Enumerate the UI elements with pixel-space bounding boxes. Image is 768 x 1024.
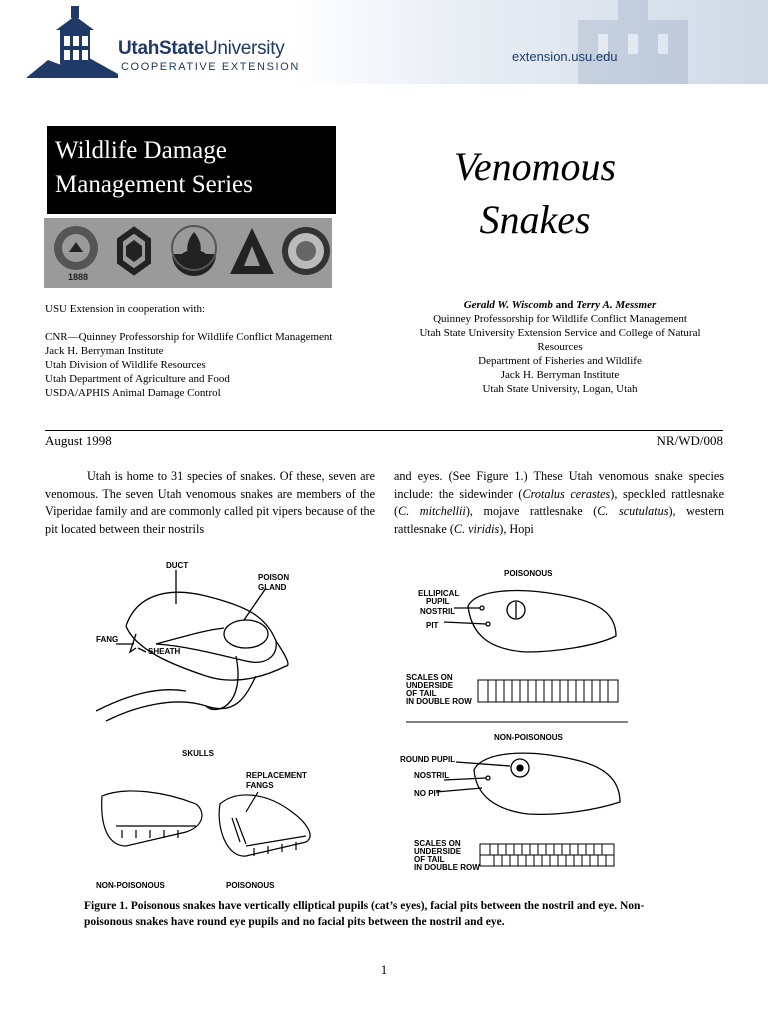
cooperation-intro: USU Extension in cooperation with: [45,303,206,315]
author-names: Gerald W. Wiscomb and Terry A. Messmer [463,299,657,311]
round-seal-icon [282,227,330,275]
page-number: 1 [380,962,388,977]
tail-scales-icon [478,680,618,702]
series-title-line1: Wildlife Damage [55,137,227,164]
title-line2: Snakes [479,197,591,242]
svg-text:UNDERSIDE: UNDERSIDE [414,847,462,856]
body-paragraph: and eyes. (See Figure 1.) These Utah venomous snake species include: the sidewinder (Crotalus cerastes), speckled rattlesnake (C. mitchellii), mojave rattlesnake (C. scutulatus), western rattlesnake (C. viridis), Hopi [394,469,725,536]
label-scales-single-row: SCALES ON [406,673,453,682]
triangle-emblem-icon [230,228,274,274]
authors-block [400,298,720,396]
label-scales-double-row: SCALES ON [414,839,461,848]
label-duct: DUCT [166,561,189,570]
svg-text:IN DOUBLE ROW: IN DOUBLE ROW [406,697,472,706]
svg-text:IN DOUBLE ROW: IN DOUBLE ROW [414,863,480,872]
partner-item: Utah Division of Wildlife Resources [45,359,206,371]
divider [45,430,723,431]
label-poison-gland: POISON [258,573,290,582]
label-poisonous-head: POISONOUS [504,569,553,578]
pit-viper-head-icon [444,591,616,652]
label-elliptical-pupil: ELLIPICAL [418,589,460,598]
cooperation-block [45,302,332,400]
svg-text:OF TAIL: OF TAIL [414,855,445,864]
non-venomous-head-icon [436,753,620,814]
extension-url-link[interactable]: extension.usu.edu [512,49,618,64]
svg-text:OF TAIL: OF TAIL [406,689,437,698]
partner-item: Utah Department of Agriculture and Food [45,373,230,385]
usu-old-main-logo-icon [26,4,118,82]
partner-emblems-strip [44,218,332,288]
tail-scales-double-row-icon [480,844,614,866]
body-column-right [394,468,724,538]
label-sheath: SHEATH [148,647,181,656]
figure-1-illustration [96,556,636,896]
body-paragraph: Utah is home to 31 species of snakes. Of these, seven are venomous. The seven Utah venomous snakes are members of the Viperidae family and are commonly called pit vipers because of the pit located between their nostrils [45,469,375,536]
partner-item: CNR—Quinney Professorship for Wildlife Conflict Management [45,331,333,343]
old-main-watermark-icon [538,0,728,84]
svg-text:FANGS: FANGS [246,781,274,790]
series-title-box [47,126,336,214]
partner-item: USDA/APHIS Animal Damage Control [45,387,221,399]
knot-emblem-icon [120,230,148,272]
label-poisonous-skull: POISONOUS [226,881,275,890]
snake-head-open-mouth-icon [96,570,288,721]
partner-item: Jack H. Berryman Institute [45,345,164,357]
label-round-pupil: ROUND PUPIL [400,755,456,764]
svg-text:PUPIL: PUPIL [426,597,450,606]
usu-wordmark: UtahStateUniversity [118,38,285,59]
body-column-left [45,468,375,538]
affiliation-line: Quinney Professorship for Wildlife Conflict Management [433,313,687,325]
series-title-line2: Management Series [55,171,253,198]
label-no-pit: NO PIT [414,789,441,798]
skulls-drawing-icon [102,791,310,856]
affiliation-line: Utah State University Extension Service and College of Natural [419,327,701,339]
label-nostril-poisonous: NOSTRIL [420,607,456,616]
label-skulls: SKULLS [182,749,214,758]
label-non-poisonous-skull: NON-POISONOUS [96,881,165,890]
figure-caption: Figure 1. Poisonous snakes have vertically elliptical pupils (cat’s eyes), facial pits between the nostril and eye. Non-poisonous snakes have round eye pupils and no facial pits between the nostril and eye. [84,900,645,928]
label-non-poisonous-head: NON-POISONOUS [494,733,563,742]
publication-code: NR/WD/008 [656,433,723,448]
affiliation-line: Department of Fisheries and Wildlife [478,355,642,367]
label-fang: FANG [96,635,119,644]
affiliation-line: Resources [537,341,583,353]
svg-text:GLAND: GLAND [258,583,287,592]
label-replacement-fangs: REPLACEMENT [246,771,307,780]
svg-text:UNDERSIDE: UNDERSIDE [406,681,454,690]
page-title [420,140,650,246]
cooperative-extension-label: COOPERATIVE EXTENSION [121,61,300,73]
emblem-year: 1888 [68,272,89,282]
affiliation-line: Jack H. Berryman Institute [500,369,620,381]
lotus-emblem-icon [180,232,208,266]
title-line1: Venomous [453,144,617,189]
publication-date: August 1998 [45,433,112,448]
usu-seal-icon [54,226,98,282]
label-nostril-non-poisonous: NOSTRIL [414,771,450,780]
affiliation-line: Utah State University, Logan, Utah [482,383,638,395]
label-pit: PIT [426,621,439,630]
